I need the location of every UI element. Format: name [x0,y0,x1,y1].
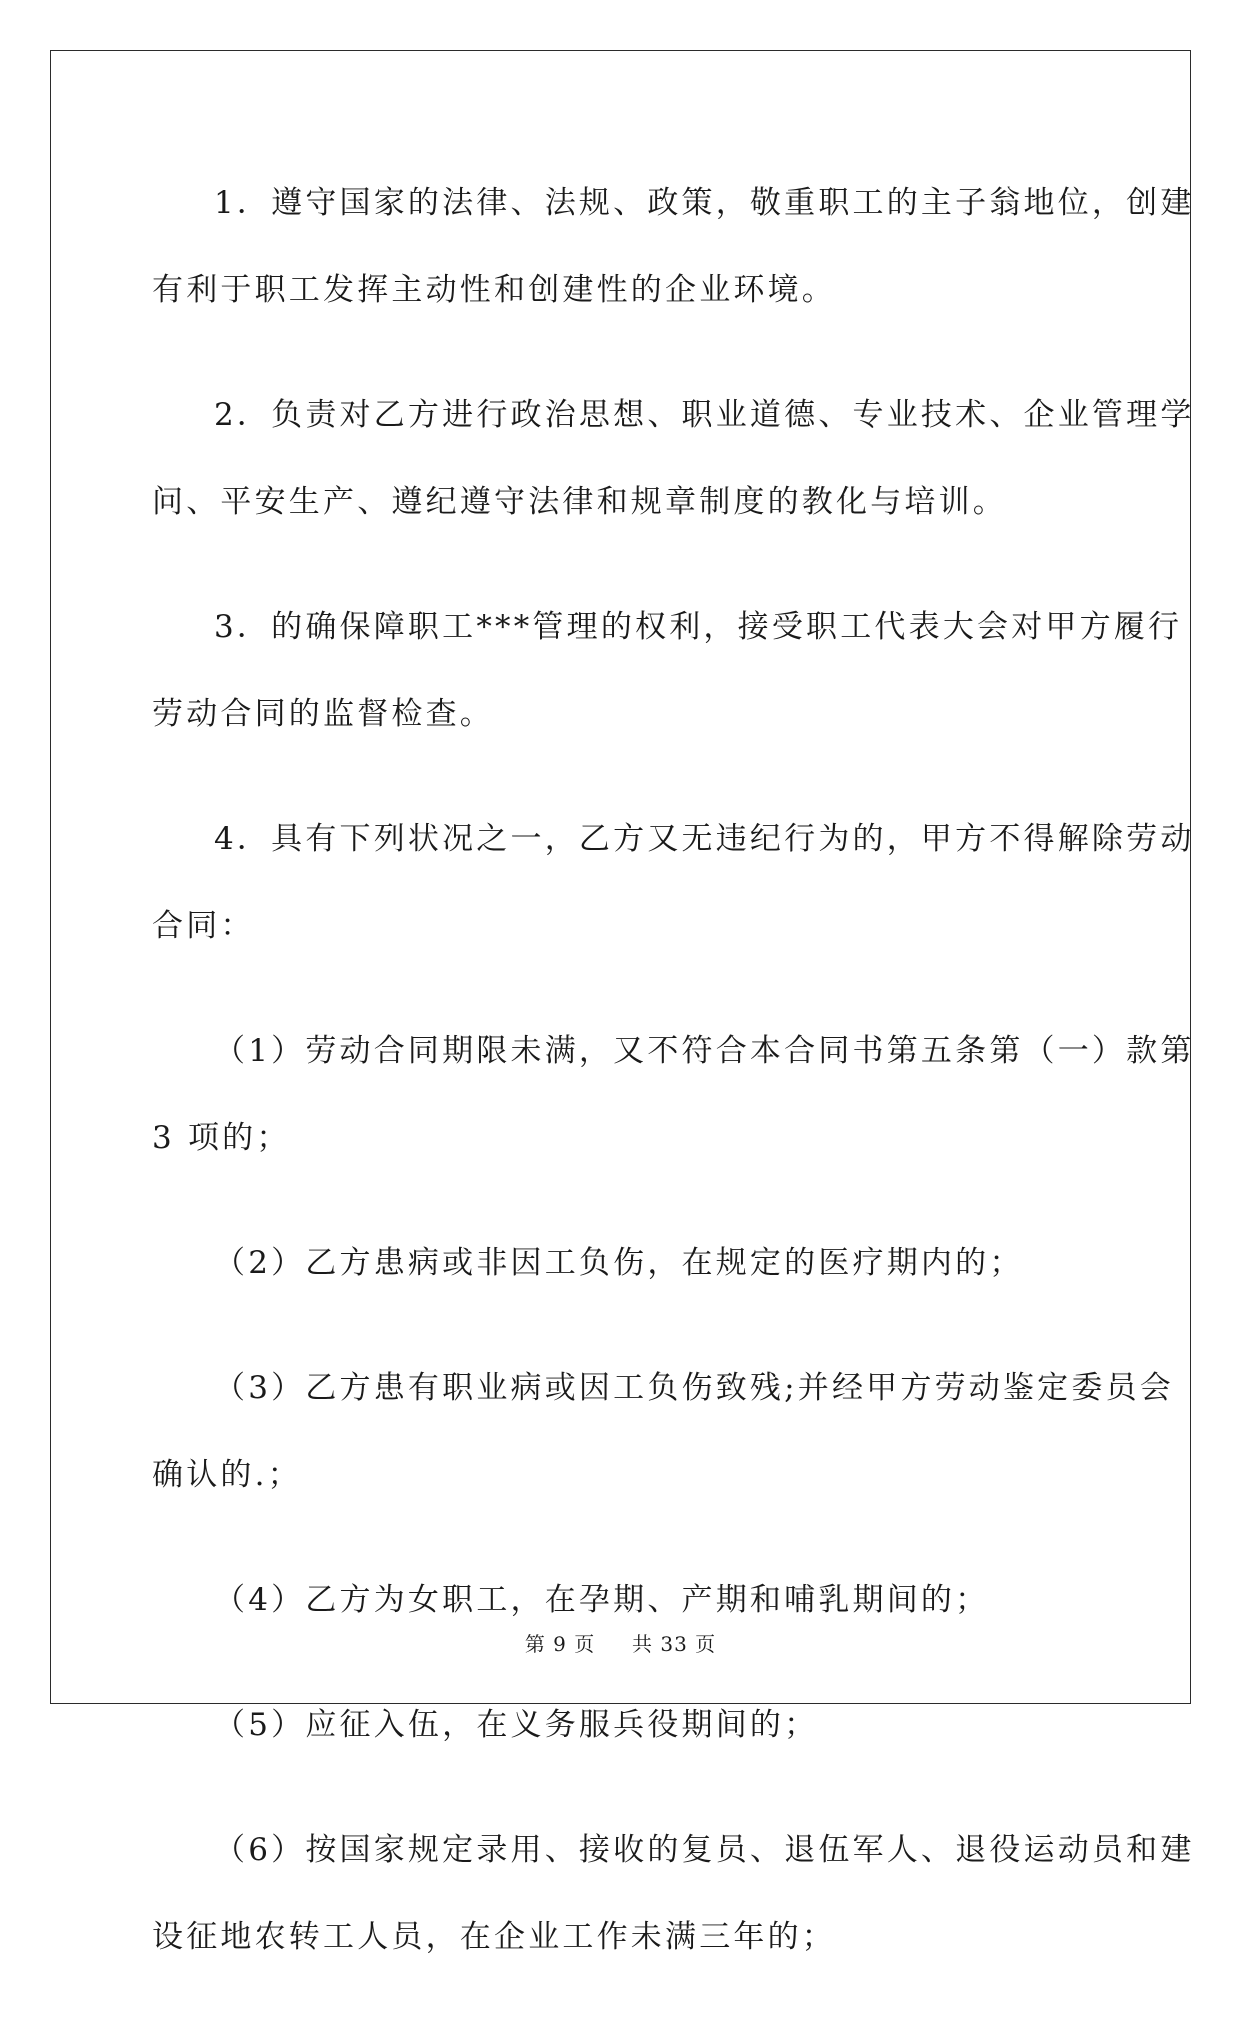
paragraph-line: （1）劳动合同期限未满，又不符合本合同书第五条第（一）款第 [214,1033,1195,1069]
paragraph-line: 2．负责对乙方进行政治思想、职业道德、专业技术、企业管理学 [214,397,1195,433]
page-number: 第 9 页 [524,1632,596,1656]
document-body [152,160,1195,2019]
list-item-2 [152,1220,1092,1307]
list-item-3 [152,1345,1174,1519]
paragraph-line: 问、平安生产、遵纪遵守法律和规章制度的教化与培训。 [152,484,1007,520]
paragraph-line: 3 项的； [152,1120,291,1156]
paragraph-line: 劳动合同的监督检查。 [152,696,494,732]
paragraph-line: 合同： [152,908,255,944]
list-item-6 [152,1807,1195,1981]
paragraph-line: 4．具有下列状况之一，乙方又无违纪行为的，甲方不得解除劳动 [214,821,1195,857]
paragraph-line: 确认的.； [152,1457,302,1493]
paragraph-line: （6）按国家规定录用、接收的复员、退伍军人、退役运动员和建 [214,1832,1195,1868]
paragraph-line: （4）乙方为女职工，在孕期、产期和哺乳期间的； [214,1582,990,1618]
paragraph-1 [152,160,1195,334]
paragraph-2 [152,372,1195,546]
page-total: 共 33 页 [632,1632,717,1656]
paragraph-line: 有利于职工发挥主动性和创建性的企业环境。 [152,272,836,308]
paragraph-line: 3．的确保障职工***管理的权利，接受职工代表大会对甲方履行 [214,609,1183,645]
paragraph-line: （3）乙方患有职业病或因工负伤致残;并经甲方劳动鉴定委员会 [214,1370,1174,1406]
paragraph-line: 设征地农转工人员，在企业工作未满三年的； [152,1919,836,1955]
paragraph-3 [152,584,1183,758]
paragraph-line: 1．遵守国家的法律、法规、政策，敬重职工的主子翁地位，创建 [214,185,1195,221]
list-item-5 [152,1682,1092,1769]
paragraph-line: （5）应征入伍，在义务服兵役期间的； [214,1707,819,1743]
paragraph-line: （2）乙方患病或非因工负伤，在规定的医疗期内的； [214,1245,1024,1281]
page-footer [0,1628,1241,1657]
paragraph-4 [152,796,1195,970]
list-item-1 [152,1008,1195,1182]
